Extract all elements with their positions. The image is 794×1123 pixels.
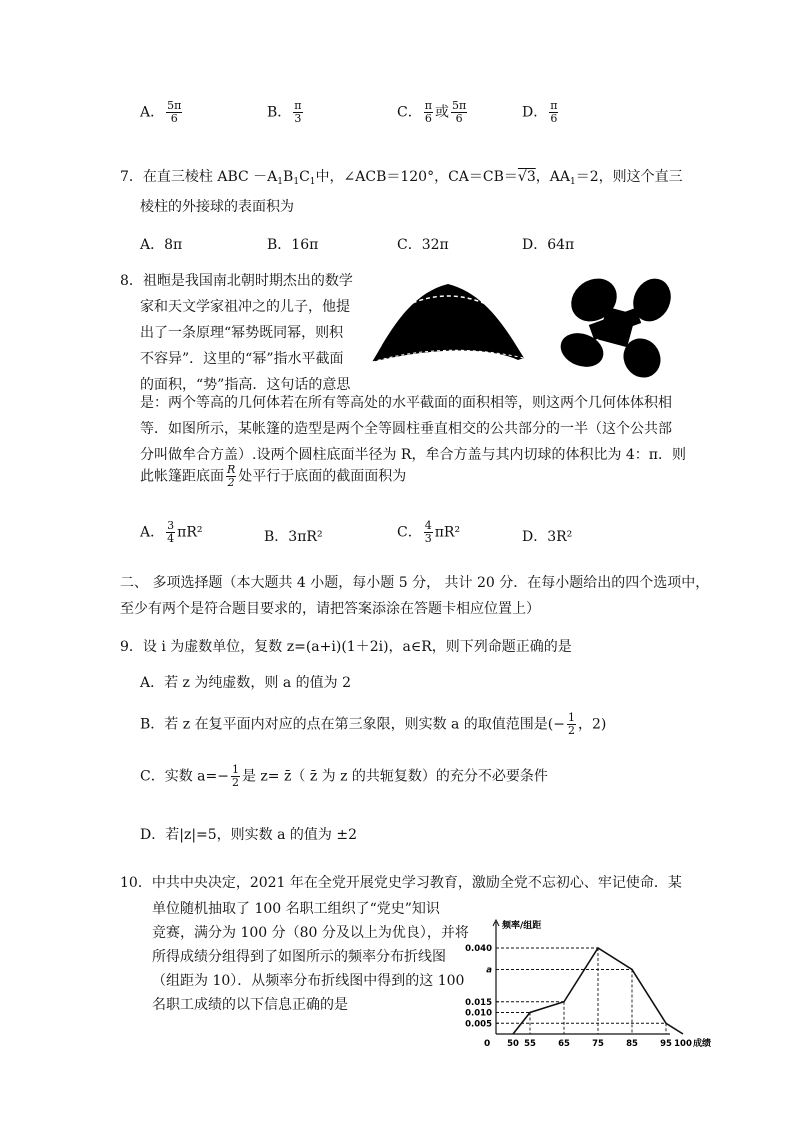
denominator: 2 [227,476,235,489]
numerator: 1 [568,711,576,724]
q8-option-d [522,526,572,546]
x-tick-label: 100 [674,1039,692,1049]
q10-line: （组距为 10）．从频率分布折线图中得到的这 100 [152,973,465,989]
q10-stem-line1: 10．中共中央决定，2021 年在全党开展党史学习教育，激励全党不忘初心、牢记使命．某 [120,875,682,891]
q7-option-c: C．32π [397,237,449,253]
q10-line: 所得成绩分组得到了如图所示的频率分布折线图 [152,949,446,965]
fraction [424,520,433,545]
y-tick-label: a [486,965,492,976]
text: ，2) [578,716,607,733]
q8-option-b [264,526,323,546]
y-tick-label: 0.005 [465,1019,492,1030]
numerator: 3 [167,519,175,532]
q7-stem-line1 [120,166,683,187]
y-tick-label: 0.040 [465,944,492,954]
q8-option-c [397,520,460,545]
q10-line: 竞赛，满分为 100 分（80 分及以上为优良），并将 [152,925,469,941]
q8-option-a [140,520,202,545]
numerator: R [227,463,236,476]
x-axis-label: 成绩 [693,1039,712,1049]
fraction [293,100,302,125]
text: 是 z= z̄（ z̄ 为 z 的共轭复数）的充分不必要条件 [241,768,548,785]
frequency-polygon-chart [456,914,712,1050]
text: πR² [177,524,203,541]
numerator: 5π [167,99,182,112]
option-label: A． [140,524,165,541]
denominator: 6 [550,112,558,125]
text: 3πR² [288,529,323,545]
option-label: D． [522,104,548,121]
q8-line-last [140,464,406,489]
numerator: π [424,99,432,112]
x-tick-label: 55 [524,1039,536,1049]
q9-option-a: A．若 z 为纯虚数，则 a 的值为 2 [140,675,351,691]
x-tick-label: 65 [558,1039,570,1049]
denominator: 3 [424,532,432,545]
q9-option-b [140,712,606,737]
numerator: 5π [451,99,467,112]
q8-line: 分叫做牟合方盖）.设两个圆柱底面半径为 R，牟合方盖与其内切球的体积比为 4：π．则 [140,447,686,463]
q7-option-b: B．16π [267,237,319,253]
text: C [299,169,310,185]
text: B [283,169,294,185]
q9-stem: 9．设 i 为虚数单位，复数 z=(a+i)(1＋2i)，a∈R，则下列命题正确的是 [120,639,572,655]
fraction [567,712,576,737]
y-tick-label: 0.015 [465,997,492,1008]
y-axis-label: 频率/组距 [502,921,542,931]
q9-option-d: D．若|z|=5，则实数 a 的值为 ±2 [140,827,358,843]
denominator: 2 [568,724,576,737]
option-label: C． [397,104,422,121]
denominator: 2 [231,776,239,789]
fraction [166,100,182,125]
numerator: π [550,99,558,112]
x-tick-label: 95 [660,1039,672,1049]
q6-option-d [522,100,560,125]
denominator: 6 [424,112,432,125]
denominator: 3 [294,112,302,125]
text: 此帐篷距底面 [140,468,224,485]
q8-line: 是：两个等高的几何体若在所有等高处的水平截面的面积相等，则这两个几何体体积相 [140,395,672,411]
denominator: 6 [455,112,463,125]
origin-label: 0 [484,1039,491,1049]
numerator: 1 [231,763,239,776]
section2-heading-line2: 至少有两个是符合题目要求的，请把答案添涂在答题卡相应位置上） [120,601,540,617]
text: πR² [434,524,461,541]
text: B．若 z 在复平面内对应的点在第三象限，则实数 a 的取值范围是(− [140,716,566,733]
option-label: D． [522,529,548,545]
q8-line: 不容异”．这里的“幂”指水平截面 [140,351,344,367]
text: 7．在直三棱柱 ABC －A [120,169,278,185]
subscript: 1 [277,177,284,187]
q8-line: 等．如图所示，某帐篷的造型是两个全等圆柱垂直相交的公共部分的一半（这个公共部 [140,421,672,437]
subscript: 1 [309,177,316,187]
denominator: 6 [170,112,178,125]
q6-option-b [267,100,305,125]
text: ＝2，则这个直三 [575,169,683,185]
option-label: B． [264,529,289,545]
q7-option-a: A．8π [140,237,183,253]
q6-option-c [397,100,469,125]
x-tick-label: 75 [592,1039,604,1049]
q10-line: 名职工成绩的以下信息正确的是 [152,997,348,1013]
numerator: π [294,99,302,112]
text: 处平行于底面的截面面积为 [238,468,407,485]
text: 3R² [547,529,573,545]
text: ，AA [535,169,570,185]
tent-figure [368,276,528,368]
fraction [424,100,433,125]
q9-option-c [140,764,548,789]
q6-option-a [140,100,184,125]
option-label: B． [267,104,292,121]
subscript: 1 [293,177,300,187]
option-label: C． [397,524,422,541]
x-tick-label: 85 [626,1039,638,1049]
subscript: 1 [569,177,576,187]
q8-line: 家和天文学家祖冲之的儿子，他提 [140,299,350,315]
numerator: 4 [424,519,432,532]
fraction [166,520,175,545]
denominator: 4 [167,532,175,545]
fraction [451,100,467,125]
section2-heading-line1: 二、 多项选择题（本大题共 4 小题，每小题 5 分， 共计 20 分．在每小题给出的四个选项中， [120,575,710,591]
x-tick-label: 50 [507,1039,519,1049]
q8-line: 8．祖暅是我国南北朝时期杰出的数学 [120,273,353,289]
fraction [226,464,236,489]
q7-stem-line2: 棱柱的外接球的表面积为 [140,199,294,215]
fraction [231,764,240,789]
q8-line: 出了一条原理“幂势既同幂，则积 [140,325,344,341]
sqrt: √3 [517,169,536,185]
q7-option-d: D．64π [522,237,575,253]
text: C．实数 a=− [140,768,229,785]
fraction [549,100,558,125]
or-text: 或 [434,104,449,121]
q8-line: 的面积，“势”指高．这句话的意思 [140,377,351,393]
q10-line: 单位随机抽取了 100 名职工组织了“党史”知识 [152,901,440,917]
option-label: A． [140,104,165,121]
cylinder-blob [556,270,678,384]
intersecting-cylinders-figure [552,270,682,380]
text: 中，∠ACB＝120°，CA＝CB＝ [315,169,518,185]
y-tick-label: 0.010 [465,1008,492,1019]
